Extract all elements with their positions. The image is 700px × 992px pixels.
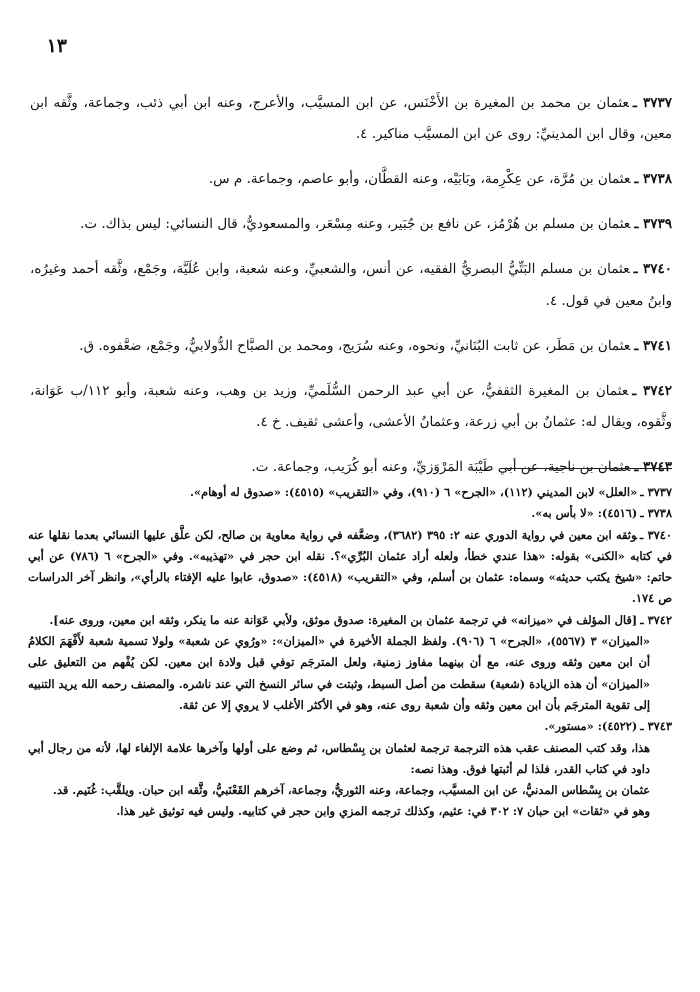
entry-number: ٣٧٣٧ ـ <box>632 94 673 111</box>
footnote-text: «العلل» لابن المديني (١١٢)، «الجرح» ٦ (٩١٠)، وفي «التقريب» (٤٥١٥): «صدوق له أوهام». <box>189 485 638 499</box>
footnote-text: عثمان بن بِسْطاس المدنيُّ، عن ابن المسيَّب، وجماعة، وعنه الثوريُّ، وجماعة، آخرهم القَعْنَبيُّ، وثَّقه ابن حبان. ويلقَّب: غُنَيم. قد. <box>52 783 650 798</box>
footnote-text: وهو في «ثقات» ابن حبان ٧: ٣٠٢ في: عثيم، وكذلك ترجمه المزي وابن حجر في كتابيه. وليس فيه توثيق غير هذا. <box>116 804 650 819</box>
footnote <box>28 482 672 503</box>
footnote-number: ٣٧٣٨ ـ <box>640 506 672 521</box>
entry <box>30 209 672 241</box>
entry-text: عثمان بن ناجية، عن أبي طَيْبَة المَرْوَزيِّ، وعنه أبو كُرَيب، وجماعة. ت. <box>251 459 631 475</box>
footnotes <box>28 482 672 823</box>
footnote-text: وثقه ابن معين في رواية الدوري عنه ٢: ٣٩٥ (٣٦٨٢)، وضعَّفه في رواية معاوية بن صالح، لكن علَّق عليها النسائي بعدما نقلها عنه في كتابه «الكنى» بقوله: «هذا عندي خطأ، ولعله أراد عثمان البُرِّي»؟. نقله ابن حجر في «تهذيبه». وفي «الجرح» ٦ (٧٨٦) عن أبي حاتم: «شيخ يكتب حديثه» وسماه: عثمان بن أسلم، وفي «التقريب» (٤٥١٨): «صدوق، عابوا عليه الإفتاء بالرأي»، وانظر آخر الدراسات ص ١٧٤. <box>28 527 673 606</box>
entry <box>30 331 672 363</box>
entry-number: ٣٧٤٣ ـ <box>634 459 672 475</box>
entry-number: ٣٧٤١ ـ <box>634 337 672 354</box>
footnote-text: (٤٥٢٢): «مستور». <box>544 719 638 734</box>
footnote-paragraph <box>28 631 672 716</box>
footnote-number: ٣٧٣٧ ـ <box>640 485 672 499</box>
footnote-text: [قال المؤلف في «ميزانه» في ترجمة عثمان بن المغيرة: صدوق موثق، ولأبي عَوَانة عنه ما ينكر، وثقه ابن معين، وروى عنه]. <box>49 612 638 627</box>
footnote <box>28 525 672 610</box>
entry <box>30 376 672 439</box>
entry-number: ٣٧٤٢ ـ <box>632 382 672 399</box>
footnote-number: ٣٧٤٠ ـ <box>639 527 672 542</box>
footnote <box>28 610 672 631</box>
entry-text: عثمان بن مسلم بن هُرْمُز، عن نافع بن جُبَير، وعنه مِسْعَر، والمسعوديُّ، قال النسائي: ليس بذاك. ت. <box>80 216 631 232</box>
entry-number: ٣٧٤٠ ـ <box>633 261 673 277</box>
entry <box>30 164 672 196</box>
entry-text: عثمان بن مسلم البَتِّيُّ البصريُّ الفقيه، عن أنس، والشعبيِّ، وعنه شعبة، وابن عُلَيَّة، وجَمْع، وثَّقه أحمد وغيرُه، وابنُ معين في قول. ٤. <box>30 261 672 309</box>
footnote-paragraph <box>28 738 672 781</box>
entry-text: عثمان بن مَطَر، عن ثابت البُنَانيِّ، ونحوه، وعنه سُرَيج، ومحمد بن الصبَّاح الدُّولابيُّ، وجَمْع، ضعَّفوه. ق. <box>79 337 631 354</box>
entry <box>30 254 672 317</box>
footnote-divider <box>500 468 672 469</box>
entry-text: عثمان بن مُرَّة، عن عِكْرِمة، وبَابَيْه، وعنه القطَّان، وأبو عاصم، وجماعة. م س. <box>208 171 631 187</box>
main-entries <box>30 74 672 492</box>
entry-text: عثمان بن محمد بن المغيرة بن الأَخْنَس، عن ابن المسيَّب، والأعرج، وعنه ابن أبي ذئب، وجماعة، وثَّقه ابن معين، وقال ابن المدينيِّ: روى عن ابن المسيَّب مناكير. ٤. <box>30 94 672 142</box>
entry-text: عثمان بن المغيرة الثقفيُّ، عن أبي عبد الرحمن السُّلَميِّ، وزيد بن وهب، وعنه شعبة، وأبو ١١٢/ب عَوَانة، وثَّقوه، ويقال له: عثمانُ بن أبي زرعة، وعثمانُ الأعشى، وأعشى ثقيف. خ ٤. <box>30 382 672 430</box>
footnote <box>28 503 672 524</box>
footnote-paragraph <box>28 801 672 822</box>
footnote-text: (٤٥١٦): «لا بأس به». <box>531 506 638 521</box>
footnote-text: «الميزان» ٣ (٥٥٦٧)، «الجرح» ٦ (٩٠٦). ولفظ الجملة الأخيرة في «الميزان»: «ورُوي عن شعبة» ولولا تسمية شعبة لأَفْهَمَ الكلامُ أن ابن معين وثقه وروى عنه، مع أن بينهما مفاوز زمنية، ولعل المترجَم توفي قبل ولادة ابن معين. لكن يُفْهم من التعليق على «الميزان» أن هذه الزيادة (شعبة) سقطت من أصل السبط، وثبتت في سائر النسخ التي عند ناشره. والمصنف رحمه الله يريد التنبيه إلى تقوية المترجَم بأن ابن معين وثقه وأن شعبة روى عنه، وهو في الأكثر الأغلب لا يروي إلا عن ثقة. <box>28 634 650 712</box>
entry <box>30 88 672 151</box>
page-number: ١٣ <box>46 35 67 57</box>
entry-number: ٣٧٣٨ ـ <box>634 171 672 187</box>
footnote-number: ٣٧٤٢ ـ <box>640 612 672 627</box>
footnote-text: هذا، وقد كتب المصنف عقب هذه الترجمة ترجمة لعثمان بن بِسْطاس، ثم وضع على أولها وآخرها علامة الإلغاء لها، لأنه من رجال أبي داود في كتاب القدر، فلذا لم أثبتها فوق. وهذا نصه: <box>28 740 650 776</box>
entry-number: ٣٧٣٩ ـ <box>634 216 672 232</box>
footnote-paragraph <box>28 780 672 801</box>
footnote-number: ٣٧٤٣ ـ <box>640 719 672 734</box>
footnote <box>28 716 672 737</box>
